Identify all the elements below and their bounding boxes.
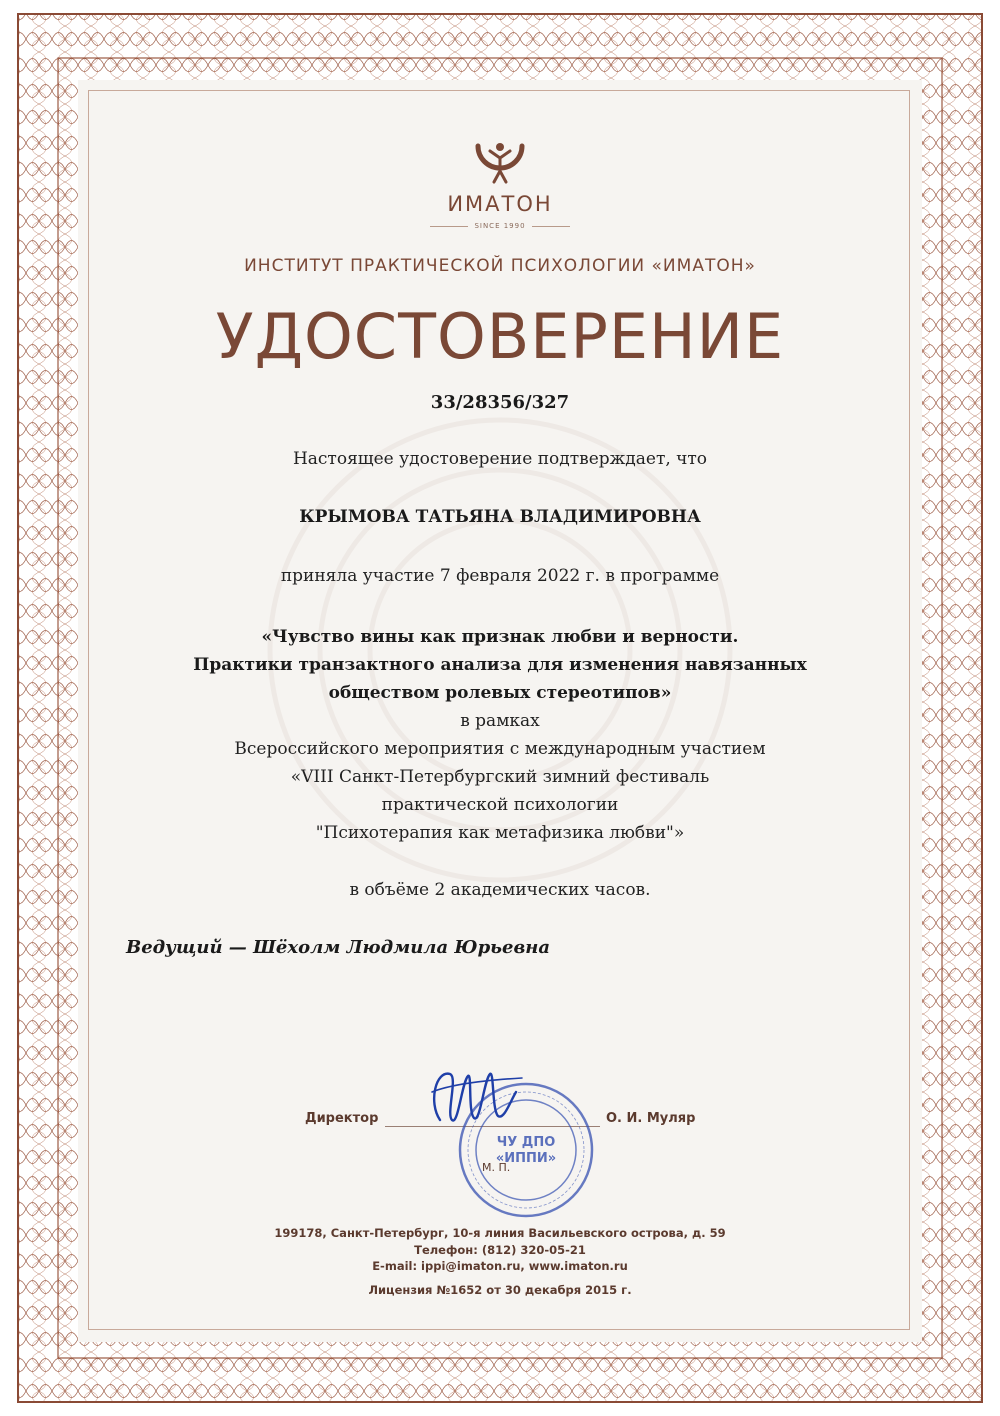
event-line: "Психотерапия как метафизика любви"» xyxy=(315,823,685,843)
logo-since-text: SINCE 1990 xyxy=(474,222,526,230)
program-title-line: обществом ролевых стереотипов» xyxy=(328,683,672,703)
document-title: УДОСТОВЕРЕНИЕ xyxy=(215,300,785,373)
document-number: 33/28356/327 xyxy=(430,392,570,413)
stamp-center-text: ЧУ ДПО xyxy=(496,1135,556,1150)
footer-license: Лицензия №1652 от 30 декабря 2015 г. xyxy=(368,1283,632,1297)
participant-name: КРЫМОВА ТАТЬЯНА ВЛАДИМИРОВНА xyxy=(299,507,701,527)
event-line: «VIII Санкт-Петербургский зимний фестиваль xyxy=(290,767,710,787)
hours-text: в объёме 2 академических часов. xyxy=(349,880,651,900)
program-title-line: Практики транзактного анализа для изменения навязанных xyxy=(193,655,807,675)
lead-presenter: Ведущий — Шёхолм Людмила Юрьевна xyxy=(126,937,551,958)
event-line: практической психологии xyxy=(381,795,619,815)
footer-email: E-mail: ippi@imaton.ru, www.imaton.ru xyxy=(372,1259,628,1273)
imaton-logo-icon xyxy=(466,138,534,188)
stamp-center-text: «ИППИ» xyxy=(495,1151,557,1166)
event-line: в рамках xyxy=(460,711,540,731)
director-name: О. И. Муляр xyxy=(606,1111,696,1126)
logo-since xyxy=(0,222,1000,230)
event-line: Всероссийского мероприятия с международным участием xyxy=(234,739,766,759)
confirms-text: Настоящее удостоверение подтверждает, что xyxy=(292,449,708,469)
program-title xyxy=(0,623,1000,707)
participation-text: приняла участие 7 февраля 2022 г. в программе xyxy=(280,566,720,586)
director-signature xyxy=(418,1062,528,1142)
stamp-place-label: М. П. xyxy=(482,1161,511,1174)
institute-name: ИНСТИТУТ ПРАКТИЧЕСКОЙ ПСИХОЛОГИИ «ИМАТОН» xyxy=(244,256,756,276)
program-title-line: «Чувство вины как признак любви и верности. xyxy=(261,627,739,647)
footer-phone: Телефон: (812) 320-05-21 xyxy=(414,1243,586,1257)
event-description xyxy=(0,707,1000,847)
director-label: Директор xyxy=(305,1111,379,1126)
logo-brand-text: ИМАТОН xyxy=(447,192,553,216)
footer-address: 199178, Санкт-Петербург, 10-я линия Васильевского острова, д. 59 xyxy=(274,1226,726,1240)
